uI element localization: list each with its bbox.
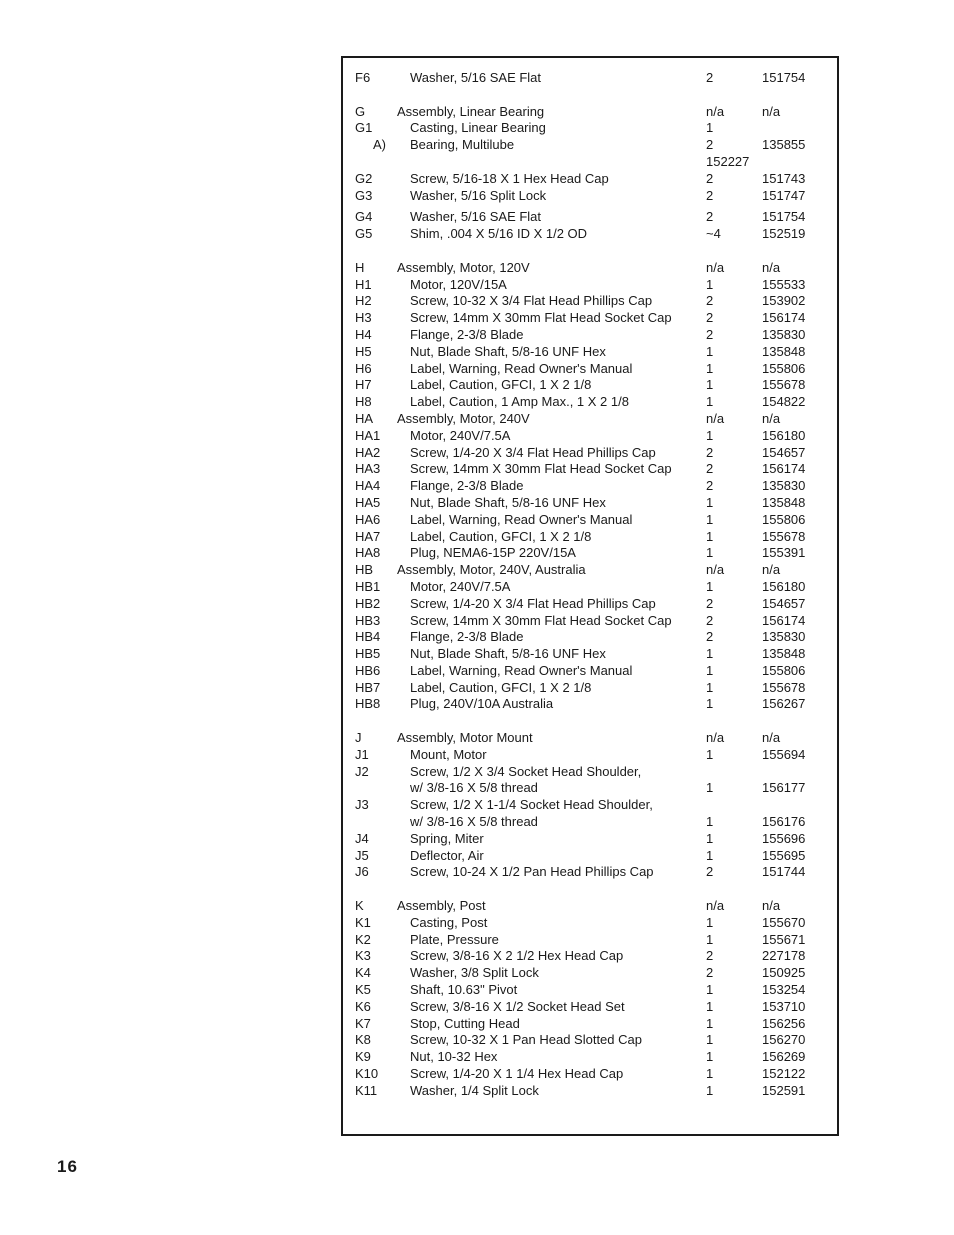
part-quantity: 1 (706, 696, 714, 712)
part-quantity: 1 (706, 511, 714, 527)
part-description: Screw, 1/4-20 X 3/4 Flat Head Phillips Cap (410, 444, 656, 460)
part-row (355, 154, 837, 171)
part-description: Stop, Cutting Head (410, 1015, 520, 1031)
part-code: H6 (355, 360, 372, 376)
part-number: n/a (762, 898, 781, 914)
part-number: 156267 (762, 696, 806, 712)
part-row (355, 529, 837, 546)
part-code: H3 (355, 310, 372, 326)
part-quantity: 2 (706, 444, 714, 460)
part-quantity: 1 (706, 914, 714, 930)
part-row (355, 1032, 837, 1049)
part-description: Label, Caution, 1 Amp Max., 1 X 2 1/8 (410, 394, 629, 410)
parts-list (355, 70, 837, 1100)
assembly-row (355, 562, 837, 579)
part-number: 135830 (762, 478, 806, 494)
part-quantity: 1 (706, 578, 714, 594)
part-description: Screw, 1/2 X 1-1/4 Socket Head Shoulder, (410, 797, 653, 813)
part-code: K (355, 898, 364, 914)
part-description: Nut, Blade Shaft, 5/8-16 UNF Hex (410, 646, 606, 662)
part-description: Screw, 10-24 X 1/2 Pan Head Phillips Cap (410, 864, 654, 880)
part-number: 151747 (762, 187, 806, 203)
part-code: K8 (355, 1032, 371, 1048)
part-description: Assembly, Post (397, 898, 486, 914)
part-quantity: 1 (706, 1032, 714, 1048)
part-code: HB2 (355, 595, 381, 611)
part-number: 155671 (762, 931, 806, 947)
part-row (355, 663, 837, 680)
part-code: J6 (355, 864, 369, 880)
part-description: Motor, 120V/15A (410, 276, 507, 292)
part-quantity: 1 (706, 679, 714, 695)
part-row (355, 780, 837, 797)
part-code: H4 (355, 326, 372, 342)
part-row (355, 70, 837, 87)
part-number: 156174 (762, 612, 806, 628)
part-row (355, 394, 837, 411)
part-number: 154822 (762, 394, 806, 410)
part-description: Washer, 1/4 Split Lock (410, 1082, 539, 1098)
part-quantity: n/a (706, 562, 725, 578)
part-row (355, 428, 837, 445)
part-quantity: 1 (706, 814, 714, 830)
part-code: G (355, 103, 366, 119)
part-number: 156180 (762, 427, 806, 443)
part-code: K7 (355, 1015, 371, 1031)
part-number: 155694 (762, 746, 806, 762)
section-spacer (355, 713, 837, 730)
part-number: 156180 (762, 578, 806, 594)
part-quantity: 2 (706, 864, 714, 880)
part-number: 155678 (762, 528, 806, 544)
part-quantity: 1 (706, 494, 714, 510)
part-number: 152122 (762, 1066, 806, 1082)
part-row (355, 327, 837, 344)
part-quantity: 1 (706, 646, 714, 662)
part-row (355, 965, 837, 982)
part-code: HB6 (355, 662, 381, 678)
part-row (355, 293, 837, 310)
part-description: Assembly, Linear Bearing (397, 103, 545, 119)
part-quantity: 1 (706, 276, 714, 292)
part-description: Nut, Blade Shaft, 5/8-16 UNF Hex (410, 494, 606, 510)
part-row (355, 171, 837, 188)
part-row (355, 226, 837, 243)
part-number: 155806 (762, 360, 806, 376)
part-quantity: 1 (706, 780, 714, 796)
part-quantity: 1 (706, 830, 714, 846)
part-row (355, 545, 837, 562)
part-number: 155806 (762, 511, 806, 527)
part-quantity: 2 (706, 461, 714, 477)
part-number: 156270 (762, 1032, 806, 1048)
part-code: HA1 (355, 427, 381, 443)
part-description: Screw, 10-32 X 3/4 Flat Head Phillips Cap (410, 293, 653, 309)
part-code: HB4 (355, 629, 381, 645)
part-row (355, 948, 837, 965)
part-number: 156256 (762, 1015, 806, 1031)
part-description: Nut, Blade Shaft, 5/8-16 UNF Hex (410, 343, 606, 359)
part-number: 155670 (762, 914, 806, 930)
part-number: 135848 (762, 494, 806, 510)
part-description: Screw, 14mm X 30mm Flat Head Socket Cap (410, 310, 672, 326)
part-number: 135830 (762, 326, 806, 342)
parts-list-panel (341, 56, 839, 1136)
part-code: HA2 (355, 444, 381, 460)
part-description: Screw, 1/4-20 X 1 1/4 Hex Head Cap (410, 1066, 624, 1082)
part-row (355, 1083, 837, 1100)
part-quantity: 2 (706, 612, 714, 628)
part-code: J3 (355, 797, 369, 813)
part-code: G1 (355, 120, 373, 136)
part-number: 151754 (762, 70, 806, 85)
part-number: 151743 (762, 170, 806, 186)
part-code: H7 (355, 377, 372, 393)
section-spacer (355, 881, 837, 898)
part-code: J5 (355, 847, 369, 863)
part-row (355, 1049, 837, 1066)
part-quantity: 2 (706, 326, 714, 342)
part-number: 155806 (762, 662, 806, 678)
part-description: Assembly, Motor, 240V, Australia (397, 562, 586, 578)
part-description: w/ 3/8-16 X 5/8 thread (410, 814, 538, 830)
part-row (355, 461, 837, 478)
part-row (355, 310, 837, 327)
part-description: Shim, .004 X 5/16 ID X 1/2 OD (410, 226, 588, 242)
assembly-row (355, 260, 837, 277)
part-number: 153254 (762, 982, 806, 998)
part-code: HA7 (355, 528, 381, 544)
part-row (355, 1016, 837, 1033)
part-quantity: 2 (706, 595, 714, 611)
part-code: J1 (355, 746, 369, 762)
part-number: 156269 (762, 1049, 806, 1065)
part-quantity: 1 (706, 427, 714, 443)
part-number: 155391 (762, 545, 806, 561)
part-quantity: 1 (706, 343, 714, 359)
part-code: G2 (355, 170, 373, 186)
part-row (355, 613, 837, 630)
part-number: 155695 (762, 847, 806, 863)
part-row (355, 377, 837, 394)
part-row (355, 932, 837, 949)
part-quantity: 2 (706, 137, 714, 153)
part-quantity: 1 (706, 847, 714, 863)
part-number: 227178 (762, 948, 806, 964)
part-quantity: 1 (706, 545, 714, 561)
part-row (355, 361, 837, 378)
part-description: Screw, 14mm X 30mm Flat Head Socket Cap (410, 612, 672, 628)
part-quantity: 2 (706, 948, 714, 964)
part-description: Label, Warning, Read Owner's Manual (410, 360, 633, 376)
part-description: Label, Caution, GFCI, 1 X 2 1/8 (410, 679, 592, 695)
part-row (355, 864, 837, 881)
part-number: 152519 (762, 226, 806, 242)
part-row (355, 646, 837, 663)
part-description: Shaft, 10.63" Pivot (410, 982, 518, 998)
part-row (355, 277, 837, 294)
part-quantity: 2 (706, 629, 714, 645)
part-code: K4 (355, 965, 371, 981)
part-number: n/a (762, 103, 781, 119)
assembly-row (355, 411, 837, 428)
part-quantity: 1 (706, 1082, 714, 1098)
part-description: Screw, 3/8-16 X 1/2 Socket Head Set (410, 998, 625, 1014)
part-code: K6 (355, 998, 371, 1014)
part-description: Deflector, Air (410, 847, 484, 863)
assembly-row (355, 730, 837, 747)
part-description: Mount, Motor (410, 746, 487, 762)
part-description: Washer, 5/16 SAE Flat (410, 209, 542, 225)
part-row (355, 188, 837, 205)
part-row (355, 915, 837, 932)
part-number: 135848 (762, 343, 806, 359)
part-description: Motor, 240V/7.5A (410, 427, 511, 443)
part-quantity: 1 (706, 394, 714, 410)
part-number: 155696 (762, 830, 806, 846)
part-number: 156176 (762, 814, 806, 830)
part-description: Spring, Miter (410, 830, 484, 846)
part-code: H (355, 259, 365, 275)
part-description: Washer, 5/16 Split Lock (410, 187, 547, 203)
part-number: 156174 (762, 461, 806, 477)
part-quantity: n/a (706, 730, 725, 746)
part-number: 135848 (762, 646, 806, 662)
part-number: 155678 (762, 377, 806, 393)
part-quantity: 2 (706, 209, 714, 225)
part-number: 153902 (762, 293, 806, 309)
part-number: 151754 (762, 209, 806, 225)
part-code: K1 (355, 914, 371, 930)
part-quantity: 1 (706, 528, 714, 544)
part-quantity: 2 (706, 170, 714, 186)
part-code: K3 (355, 948, 371, 964)
part-row (355, 209, 837, 226)
part-row (355, 747, 837, 764)
part-code: J2 (355, 763, 369, 779)
part-row (355, 1066, 837, 1083)
part-code: K2 (355, 931, 371, 947)
part-code: H1 (355, 276, 372, 292)
part-number: n/a (762, 562, 781, 578)
part-description: Flange, 2-3/8 Blade (410, 326, 524, 342)
part-number: 150925 (762, 965, 806, 981)
part-quantity: 1 (706, 931, 714, 947)
part-quantity: 2 (706, 478, 714, 494)
part-row (355, 680, 837, 697)
part-description: Screw, 10-32 X 1 Pan Head Slotted Cap (410, 1032, 642, 1048)
part-row (355, 982, 837, 999)
part-number: n/a (762, 410, 781, 426)
part-quantity: 2 (706, 965, 714, 981)
part-row (355, 596, 837, 613)
part-code: H5 (355, 343, 372, 359)
part-row (355, 797, 837, 814)
part-quantity: 1 (706, 1049, 714, 1065)
part-code: A) (373, 137, 386, 153)
page-number: 16 (57, 1157, 78, 1176)
part-row (355, 999, 837, 1016)
part-description: Nut, 10-32 Hex (410, 1049, 498, 1065)
part-row (355, 137, 837, 154)
part-code: K10 (355, 1066, 379, 1082)
part-quantity: 2 (706, 310, 714, 326)
part-number: 153710 (762, 998, 806, 1014)
part-code: J4 (355, 830, 369, 846)
part-quantity: 2 (706, 70, 714, 85)
part-number: 135855 (762, 137, 806, 153)
part-description: Bearing, Multilube (410, 137, 515, 153)
part-number: 152591 (762, 1082, 806, 1098)
part-code: K11 (355, 1082, 378, 1098)
part-code: F6 (355, 70, 371, 85)
part-description: Label, Warning, Read Owner's Manual (410, 511, 633, 527)
part-quantity: n/a (706, 103, 725, 119)
part-code: G4 (355, 209, 373, 225)
part-code: HA6 (355, 511, 381, 527)
part-number: 154657 (762, 444, 806, 460)
part-row (355, 120, 837, 137)
part-description: Washer, 5/16 SAE Flat (410, 70, 542, 85)
part-description: Flange, 2-3/8 Blade (410, 629, 524, 645)
part-code: HB (355, 562, 374, 578)
part-number: 156174 (762, 310, 806, 326)
part-row (355, 512, 837, 529)
part-quantity: 1 (706, 662, 714, 678)
part-description: Screw, 1/2 X 3/4 Socket Head Shoulder, (410, 763, 642, 779)
section-spacer (355, 87, 837, 104)
part-row (355, 814, 837, 831)
part-description: w/ 3/8-16 X 5/8 thread (410, 780, 538, 796)
part-code: HA8 (355, 545, 381, 561)
part-quantity: 1 (706, 1015, 714, 1031)
part-quantity: 1 (706, 377, 714, 393)
part-description: Label, Caution, GFCI, 1 X 2 1/8 (410, 377, 592, 393)
part-description: Plate, Pressure (410, 931, 499, 947)
part-code: HA (355, 410, 374, 426)
part-quantity: 2 (706, 187, 714, 203)
part-description: Washer, 3/8 Split Lock (410, 965, 539, 981)
part-quantity: n/a (706, 410, 725, 426)
part-code: HB7 (355, 679, 381, 695)
part-number: 135830 (762, 629, 806, 645)
assembly-row (355, 104, 837, 121)
part-description: Casting, Post (410, 914, 488, 930)
part-number: 154657 (762, 595, 806, 611)
part-code: G5 (355, 226, 373, 242)
part-row (355, 495, 837, 512)
part-code: K5 (355, 982, 371, 998)
part-row (355, 696, 837, 713)
part-code: K9 (355, 1049, 371, 1065)
part-description: Plug, 240V/10A Australia (410, 696, 554, 712)
part-code: HB5 (355, 646, 381, 662)
part-number: 155533 (762, 276, 806, 292)
part-quantity: 152227 (706, 153, 750, 169)
part-quantity: n/a (706, 259, 725, 275)
part-row (355, 848, 837, 865)
part-code: HA4 (355, 478, 381, 494)
part-row (355, 344, 837, 361)
part-quantity: 1 (706, 998, 714, 1014)
part-row (355, 579, 837, 596)
assembly-row (355, 898, 837, 915)
part-row (355, 629, 837, 646)
part-code: HB8 (355, 696, 381, 712)
part-row (355, 764, 837, 781)
part-description: Screw, 1/4-20 X 3/4 Flat Head Phillips Cap (410, 595, 656, 611)
part-number: 155678 (762, 679, 806, 695)
part-description: Flange, 2-3/8 Blade (410, 478, 524, 494)
part-code: J (355, 730, 362, 746)
part-quantity: 1 (706, 120, 714, 136)
part-row (355, 445, 837, 462)
part-code: HB1 (355, 578, 381, 594)
part-quantity: 2 (706, 293, 714, 309)
part-number: 156177 (762, 780, 806, 796)
part-description: Assembly, Motor, 240V (397, 410, 530, 426)
part-number: n/a (762, 730, 781, 746)
part-quantity: 1 (706, 1066, 714, 1082)
part-quantity: 1 (706, 746, 714, 762)
part-description: Assembly, Motor, 120V (397, 259, 530, 275)
part-quantity: ~4 (706, 226, 721, 242)
part-code: HA3 (355, 461, 381, 477)
section-spacer (355, 243, 837, 260)
part-row (355, 478, 837, 495)
part-code: G3 (355, 187, 373, 203)
part-description: Assembly, Motor Mount (397, 730, 533, 746)
part-description: Screw, 3/8-16 X 2 1/2 Hex Head Cap (410, 948, 624, 964)
part-code: HB3 (355, 612, 381, 628)
part-code: H8 (355, 394, 372, 410)
part-number: n/a (762, 259, 781, 275)
part-quantity: 1 (706, 982, 714, 998)
part-description: Plug, NEMA6-15P 220V/15A (410, 545, 576, 561)
part-description: Casting, Linear Bearing (410, 120, 546, 136)
part-description: Motor, 240V/7.5A (410, 578, 511, 594)
part-description: Label, Caution, GFCI, 1 X 2 1/8 (410, 528, 592, 544)
part-row (355, 831, 837, 848)
part-code: HA5 (355, 494, 381, 510)
part-code: H2 (355, 293, 372, 309)
part-description: Screw, 14mm X 30mm Flat Head Socket Cap (410, 461, 672, 477)
part-number: 151744 (762, 864, 806, 880)
part-description: Screw, 5/16-18 X 1 Hex Head Cap (410, 170, 609, 186)
part-description: Label, Warning, Read Owner's Manual (410, 662, 633, 678)
part-quantity: n/a (706, 898, 725, 914)
part-quantity: 1 (706, 360, 714, 376)
